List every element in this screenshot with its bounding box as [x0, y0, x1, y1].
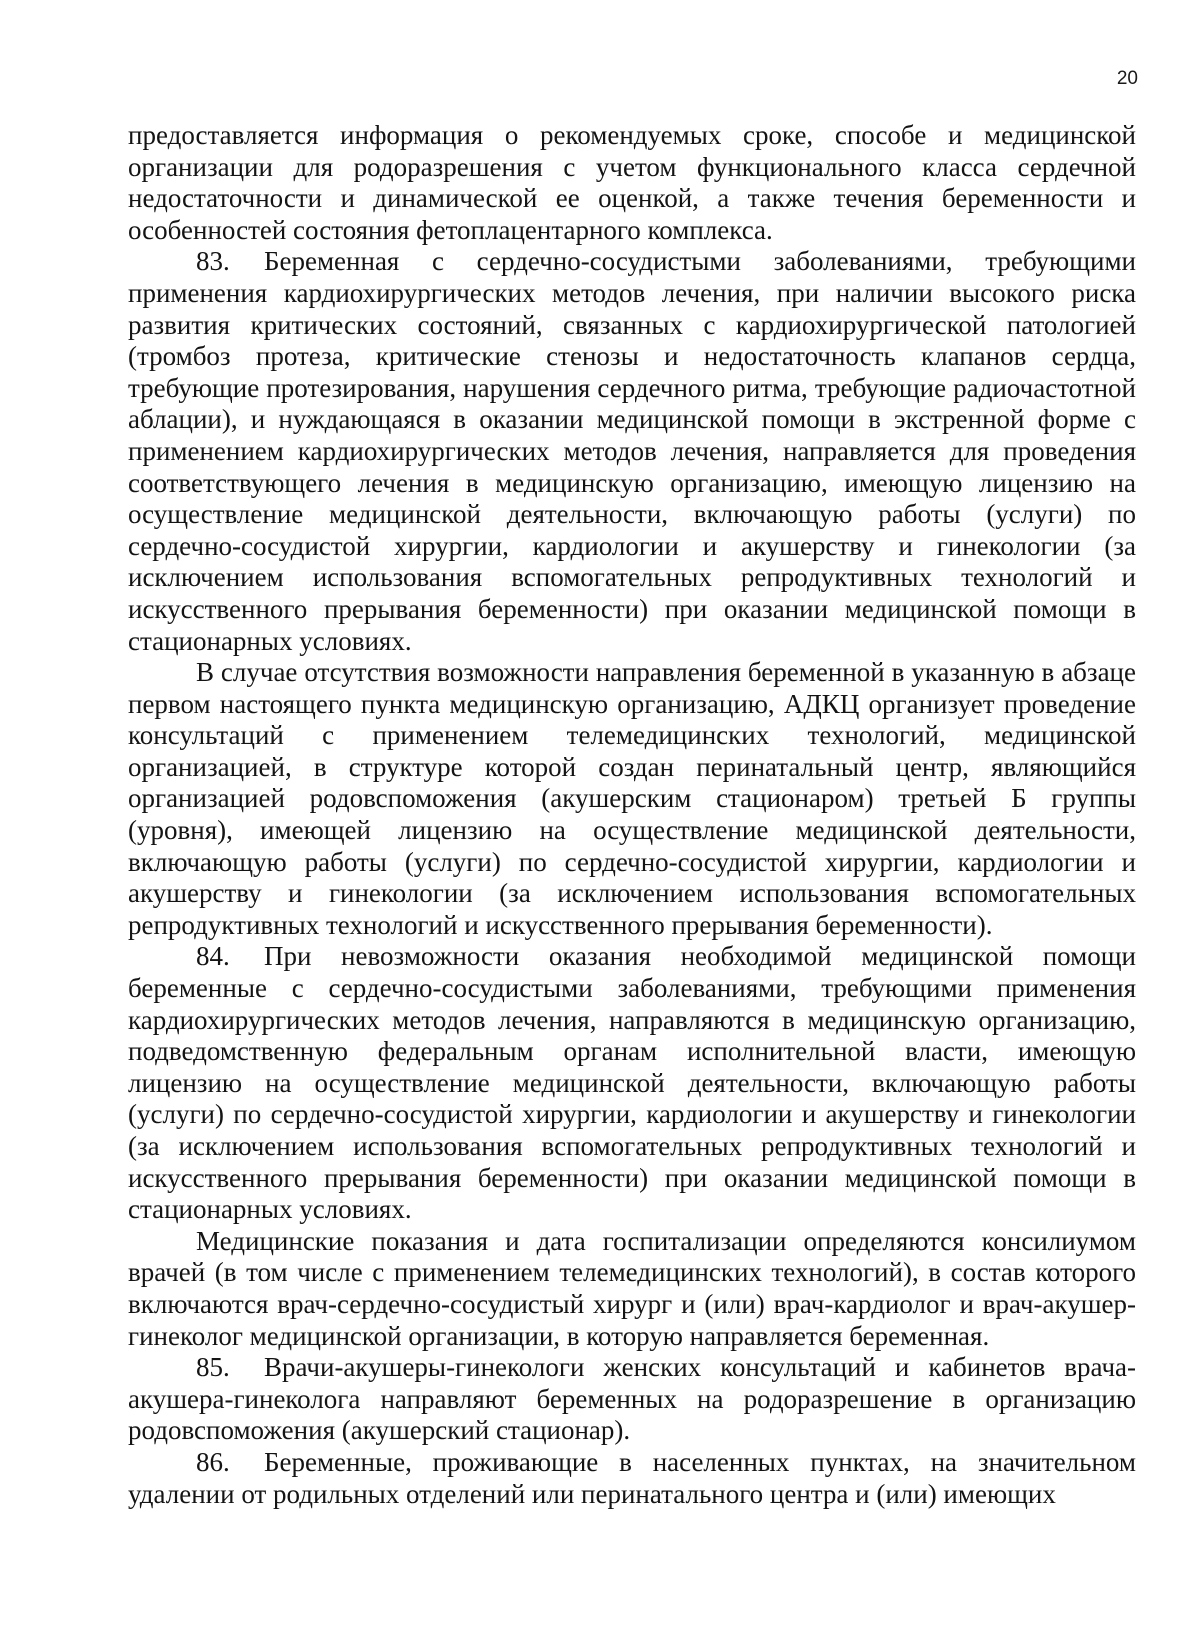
paragraph-83-part-2 — [128, 657, 1136, 941]
paragraph-83 — [128, 246, 1136, 657]
paragraph-continuation — [128, 120, 1136, 246]
paragraph-text: Беременные, проживающие в населенных пунктах, на значительном удалении от родильных отделений или перинатального центра и (или) имеющих — [128, 1446, 1136, 1509]
paragraph-text: Беременная с сердечно-сосудистыми заболеваниями, требующими применения кардиохирургических методов лечения, при наличии высокого риска развития критических состояний, связанных с кардиохирургической патологией (тромбоз протеза, критические стенозы и недостаточность клапанов сердца, требующие протезирования, нарушения сердечного ритма, требующие радиочастотной аблации), и нуждающаяся в оказании медицинской помощи в экстренной форме с применением кардиохирургических методов лечения, направляется для проведения соответствующего лечения в медицинскую организацию, имеющую лицензию на осуществление медицинской деятельности, включающую работы (услуги) по сердечно-сосудистой хирургии, кардиологии и акушерству и гинекологии (за исключением использования вспомогательных репродуктивных технологий и искусственного прерывания беременности) при оказании медицинской помощи в стационарных условиях. — [128, 246, 1136, 656]
paragraph-text: В случае отсутствия возможности направления беременной в указанную в абзаце первом настоящего пункта медицинскую организацию, АДКЦ организует проведение консультаций с применением телемедицинских технологий, медицинской организацией, в структуре которой создан перинатальный центр, являющийся организацией родовспоможения (акушерским стационаром) третьей Б группы (уровня), имеющей лицензию на осуществление медицинской деятельности, включающую работы (услуги) по сердечно-сосудистой хирургии, кардиологии и акушерству и гинекологии (за исключением использования вспомогательных репродуктивных технологий и искусственного прерывания беременности). — [128, 657, 1136, 940]
paragraph-text: предоставляется информация о рекомендуемых сроке, способе и медицинской организации для родоразрешения с учетом функционального класса сердечной недостаточности и динамической ее оценкой, а также течения беременности и особенностей состояния фетоплацентарного комплекса. — [128, 120, 1136, 245]
paragraph-86 — [128, 1447, 1136, 1510]
page-number: 20 — [1116, 68, 1138, 89]
paragraph-text: Врачи-акушеры-гинекологи женских консультаций и кабинетов врача-акушера-гинеколога направляют беременных на родоразрешение в организацию родовспоможения (акушерский стационар). — [128, 1352, 1136, 1446]
paragraph-number: 85. — [196, 1352, 230, 1383]
paragraph-text: При невозможности оказания необходимой медицинской помощи беременные с сердечно-сосудистыми заболеваниями, требующими применения кардиохирургических методов лечения, направляются в медицинскую организацию, подведомственную федеральным органам исполнительной власти, имеющую лицензию на осуществление медицинской деятельности, включающую работы (услуги) по сердечно-сосудистой хирургии, кардиологии и акушерству и гинекологии (за исключением использования вспомогательных репродуктивных технологий и искусственного прерывания беременности) при оказании медицинской помощи в стационарных условиях. — [128, 941, 1136, 1225]
paragraph-84 — [128, 941, 1136, 1225]
paragraph-number: 84. — [196, 941, 230, 972]
paragraph-number: 86. — [196, 1446, 230, 1477]
paragraph-number: 83. — [196, 246, 230, 277]
document-body — [128, 120, 1136, 1510]
paragraph-84-part-2 — [128, 1226, 1136, 1352]
paragraph-85 — [128, 1352, 1136, 1447]
paragraph-text: Медицинские показания и дата госпитализации определяются консилиумом врачей (в том числе с применением телемедицинских технологий), в состав которого включаются врач-сердечно-сосудистый хирург и (или) врач-кардиолог и врач-акушер-гинеколог медицинской организации, в которую направляется беременная. — [128, 1225, 1136, 1351]
